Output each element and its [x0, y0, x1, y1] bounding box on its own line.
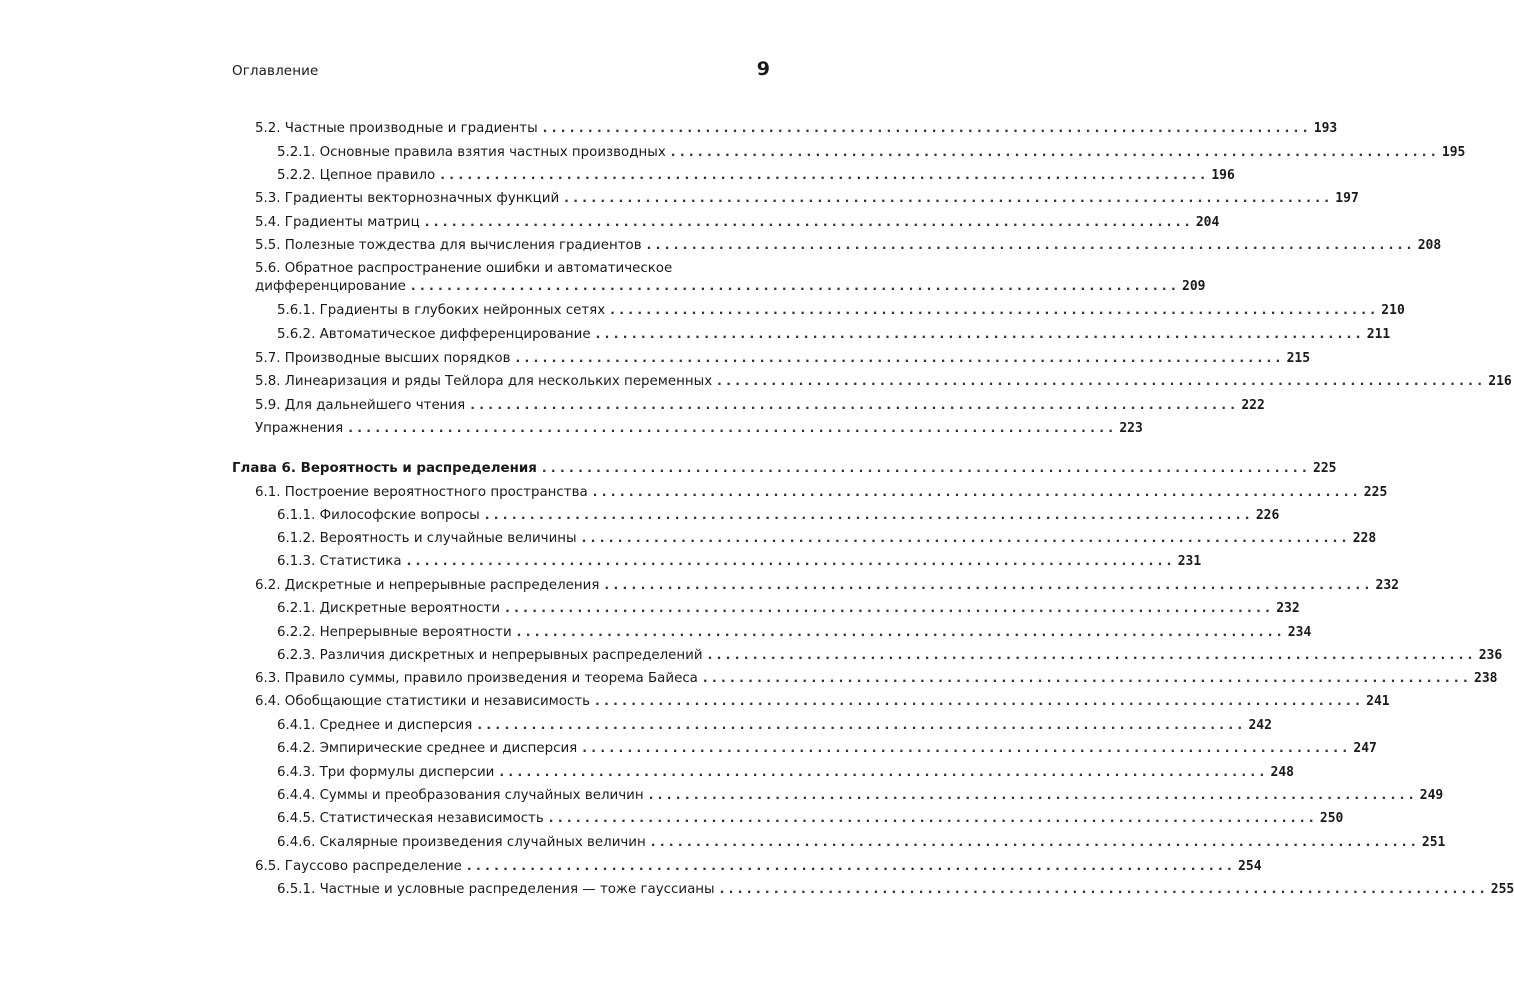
toc-entry-page: 193	[1313, 121, 1338, 136]
toc-entry-5-7[interactable]	[0, 349, 1311, 367]
toc-entry-title: 6.2.3. Различия дискретных и непрерывных распределений	[277, 648, 703, 663]
toc-entry-page: 249	[1419, 788, 1444, 803]
dot-leader: .....................................................................................	[515, 350, 1285, 365]
toc-entry-page: 216	[1488, 374, 1512, 389]
toc-entry-page: 251	[1421, 835, 1446, 850]
dot-leader: .....................................................................................	[582, 740, 1352, 755]
toc-entry-title: 6.1.3. Статистика	[277, 554, 402, 569]
dot-leader: .....................................................................................	[348, 420, 1118, 435]
toc-entry-page: 211	[1366, 327, 1391, 342]
toc-entry-6-5-1[interactable]	[0, 880, 1514, 898]
dot-leader: .....................................................................................	[707, 647, 1477, 662]
toc-entry-page: 215	[1286, 351, 1311, 366]
toc-chapter-title: Глава 6. Вероятность и распределения	[232, 461, 537, 476]
toc-entry-6-4-4[interactable]	[0, 786, 1444, 804]
dot-leader: .....................................................................................	[604, 577, 1374, 592]
toc-entry-6-2[interactable]	[0, 576, 1399, 594]
toc-entry-page: 231	[1177, 554, 1202, 569]
toc-entry-6-4-5[interactable]	[0, 809, 1344, 827]
toc-entry-6-4-2[interactable]	[0, 739, 1377, 757]
toc-entry-page: 238	[1474, 671, 1498, 686]
dot-leader: .....................................................................................	[466, 858, 1237, 873]
toc-entry-title: 6.5.1. Частные и условные распределения — тоже гауссианы	[277, 882, 715, 897]
toc-entry-title: 5.8. Линеаризация и ряды Тейлора для нескольких переменных	[255, 374, 713, 389]
dot-leader: .....................................................................................	[424, 214, 1194, 229]
toc-entry-title: Упражнения	[255, 421, 344, 436]
dot-leader: .....................................................................................	[648, 787, 1418, 802]
dot-leader: .....................................................................................	[581, 530, 1351, 545]
dot-leader: .....................................................................................	[595, 326, 1365, 341]
dot-leader: .....................................................................................	[477, 717, 1247, 732]
running-head-title: Оглавление	[232, 63, 319, 79]
dot-leader: .....................................................................................	[484, 507, 1254, 522]
toc-entry-page: 225	[1363, 485, 1388, 500]
toc-entry-5-4[interactable]	[0, 213, 1220, 231]
dot-leader: .....................................................................................	[470, 397, 1240, 412]
toc-entry-5-9[interactable]	[0, 396, 1265, 414]
toc-entry-5-2-1[interactable]	[0, 143, 1466, 161]
toc-entry-title: 6.4.3. Три формулы дисперсии	[277, 765, 495, 780]
dot-leader: .....................................................................................	[406, 553, 1176, 568]
toc-entry-6-5[interactable]	[0, 857, 1262, 875]
dot-leader: .....................................................................................	[670, 144, 1440, 159]
dot-leader: .....................................................................................	[499, 764, 1269, 779]
toc-entry-6-1-3[interactable]	[0, 552, 1202, 570]
toc-entry-title: 5.3. Градиенты векторнозначных функций	[255, 191, 560, 206]
toc-entry-title: 5.2. Частные производные и градиенты	[255, 121, 538, 136]
toc-entry-5-6-line1[interactable]: 5.6. Обратное распространение ошибки и автоматическое	[255, 261, 673, 276]
toc-entry-6-4-3[interactable]	[0, 763, 1294, 781]
page-number: 9	[756, 58, 770, 80]
toc-entry-title: 5.2.2. Цепное правило	[277, 168, 436, 183]
toc-entry-page: 254	[1238, 859, 1262, 874]
toc-entry-page: 208	[1417, 238, 1442, 253]
toc-entry-title: 6.1.2. Вероятность и случайные величины	[277, 531, 577, 546]
toc-entry-6-4[interactable]	[0, 692, 1390, 710]
toc-entry-5-6-1[interactable]	[0, 301, 1405, 319]
dot-leader: .....................................................................................	[610, 302, 1380, 317]
toc-entry-title: 5.6.1. Градиенты в глубоких нейронных сетях	[277, 303, 606, 318]
toc-entry-6-3[interactable]	[0, 669, 1498, 687]
toc-entry-title: 5.4. Градиенты матриц	[255, 215, 420, 230]
dot-leader: .....................................................................................	[516, 624, 1286, 639]
toc-entry-page: 248	[1270, 765, 1294, 780]
toc-entry-page: 197	[1335, 191, 1359, 206]
toc-entry-page: 255	[1490, 882, 1514, 897]
toc-entry-title: 6.4.2. Эмпирические среднее и дисперсия	[277, 741, 578, 756]
toc-entry-title: 5.5. Полезные тождества для вычисления градиентов	[255, 238, 642, 253]
toc-entry-page: 241	[1366, 694, 1390, 709]
toc-entry-page: 228	[1352, 531, 1377, 546]
dot-leader: .....................................................................................	[541, 460, 1311, 475]
dot-leader: .....................................................................................	[592, 484, 1362, 499]
dot-leader: .....................................................................................	[440, 167, 1210, 182]
toc-entry-title: 6.4.6. Скалярные произведения случайных величин	[277, 835, 646, 850]
toc-entry-title: 5.6.2. Автоматическое дифференцирование	[277, 327, 591, 342]
toc-entry-6-1[interactable]	[0, 483, 1388, 501]
toc-entry-page: 210	[1381, 303, 1405, 318]
toc-entry-title: 5.7. Производные высших порядков	[255, 351, 511, 366]
toc-entry-page: 226	[1255, 508, 1280, 523]
toc-entry-5-2-2[interactable]	[0, 166, 1235, 184]
dot-leader: .....................................................................................	[548, 810, 1318, 825]
toc-entry-title: 6.4.4. Суммы и преобразования случайных величин	[277, 788, 644, 803]
toc-entry-title: 6.2. Дискретные и непрерывные распределения	[255, 578, 600, 593]
toc-entry-page: 204	[1195, 215, 1220, 230]
toc-entry-title: 5.2.1. Основные правила взятия частных производных	[277, 145, 666, 160]
toc-entry-5-8[interactable]	[0, 372, 1512, 390]
toc-entry-6-4-6[interactable]	[0, 833, 1446, 851]
toc-entry-title: 6.4. Обобщающие статистики и независимость	[255, 694, 591, 709]
toc-entry-exercises[interactable]	[0, 419, 1143, 437]
toc-entry-page: 223	[1119, 421, 1143, 436]
toc-entry-6-2-3[interactable]	[0, 646, 1503, 664]
toc-entry-title: 5.9. Для дальнейшего чтения	[255, 398, 466, 413]
toc-entry-title: 6.5. Гауссово распределение	[255, 859, 462, 874]
toc-entry-5-2[interactable]	[0, 119, 1338, 137]
dot-leader: .....................................................................................	[410, 278, 1181, 293]
dot-leader: .....................................................................................	[595, 693, 1365, 708]
dot-leader: .....................................................................................	[564, 190, 1334, 205]
toc-entry-page: 250	[1319, 811, 1344, 826]
toc-entry-chapter-6[interactable]	[0, 459, 1337, 477]
toc-entry-5-3[interactable]	[0, 189, 1359, 207]
toc-entry-page: 195	[1441, 145, 1466, 160]
dot-leader: .....................................................................................	[646, 237, 1416, 252]
dot-leader: .....................................................................................	[505, 600, 1275, 615]
toc-entry-5-6-2[interactable]	[0, 325, 1391, 343]
dot-leader: .....................................................................................	[719, 881, 1489, 896]
toc-entry-page: 222	[1241, 398, 1265, 413]
toc-entry-5-5[interactable]	[0, 236, 1442, 254]
toc-entry-page: 232	[1276, 601, 1300, 616]
toc-entry-page: 196	[1211, 168, 1235, 183]
toc-entry-title: 6.1. Построение вероятностного пространства	[255, 485, 588, 500]
toc-entry-5-6[interactable]	[0, 277, 1206, 295]
toc-entry-6-2-1[interactable]	[0, 599, 1300, 617]
toc-entry-title: 6.4.1. Среднее и дисперсия	[277, 718, 473, 733]
toc-entry-title: 6.1.1. Философские вопросы	[277, 508, 480, 523]
toc-entry-page: 225	[1313, 461, 1337, 476]
dot-leader: .....................................................................................	[702, 670, 1473, 685]
toc-entry-6-1-1[interactable]	[0, 506, 1280, 524]
toc-entry-6-1-2[interactable]	[0, 529, 1377, 547]
toc-entry-title: 6.2.2. Непрерывные вероятности	[277, 625, 512, 640]
toc-entry-page: 232	[1375, 578, 1399, 593]
toc-entry-page: 242	[1248, 718, 1272, 733]
toc-entry-6-2-2[interactable]	[0, 623, 1312, 641]
toc-entry-page: 236	[1478, 648, 1503, 663]
toc-entry-page: 247	[1353, 741, 1377, 756]
toc-entry-page: 234	[1287, 625, 1312, 640]
toc-entry-6-4-1[interactable]	[0, 716, 1272, 734]
toc-entry-title: 6.2.1. Дискретные вероятности	[277, 601, 501, 616]
toc-entry-title: 6.4.5. Статистическая независимость	[277, 811, 544, 826]
dot-leader: .....................................................................................	[717, 373, 1487, 388]
toc-entry-title: дифференцирование	[255, 279, 406, 294]
dot-leader: .....................................................................................	[542, 120, 1312, 135]
toc-entry-page: 209	[1182, 279, 1206, 294]
toc-entry-title: 6.3. Правило суммы, правило произведения и теорема Байеса	[255, 671, 698, 686]
dot-leader: .....................................................................................	[650, 834, 1420, 849]
